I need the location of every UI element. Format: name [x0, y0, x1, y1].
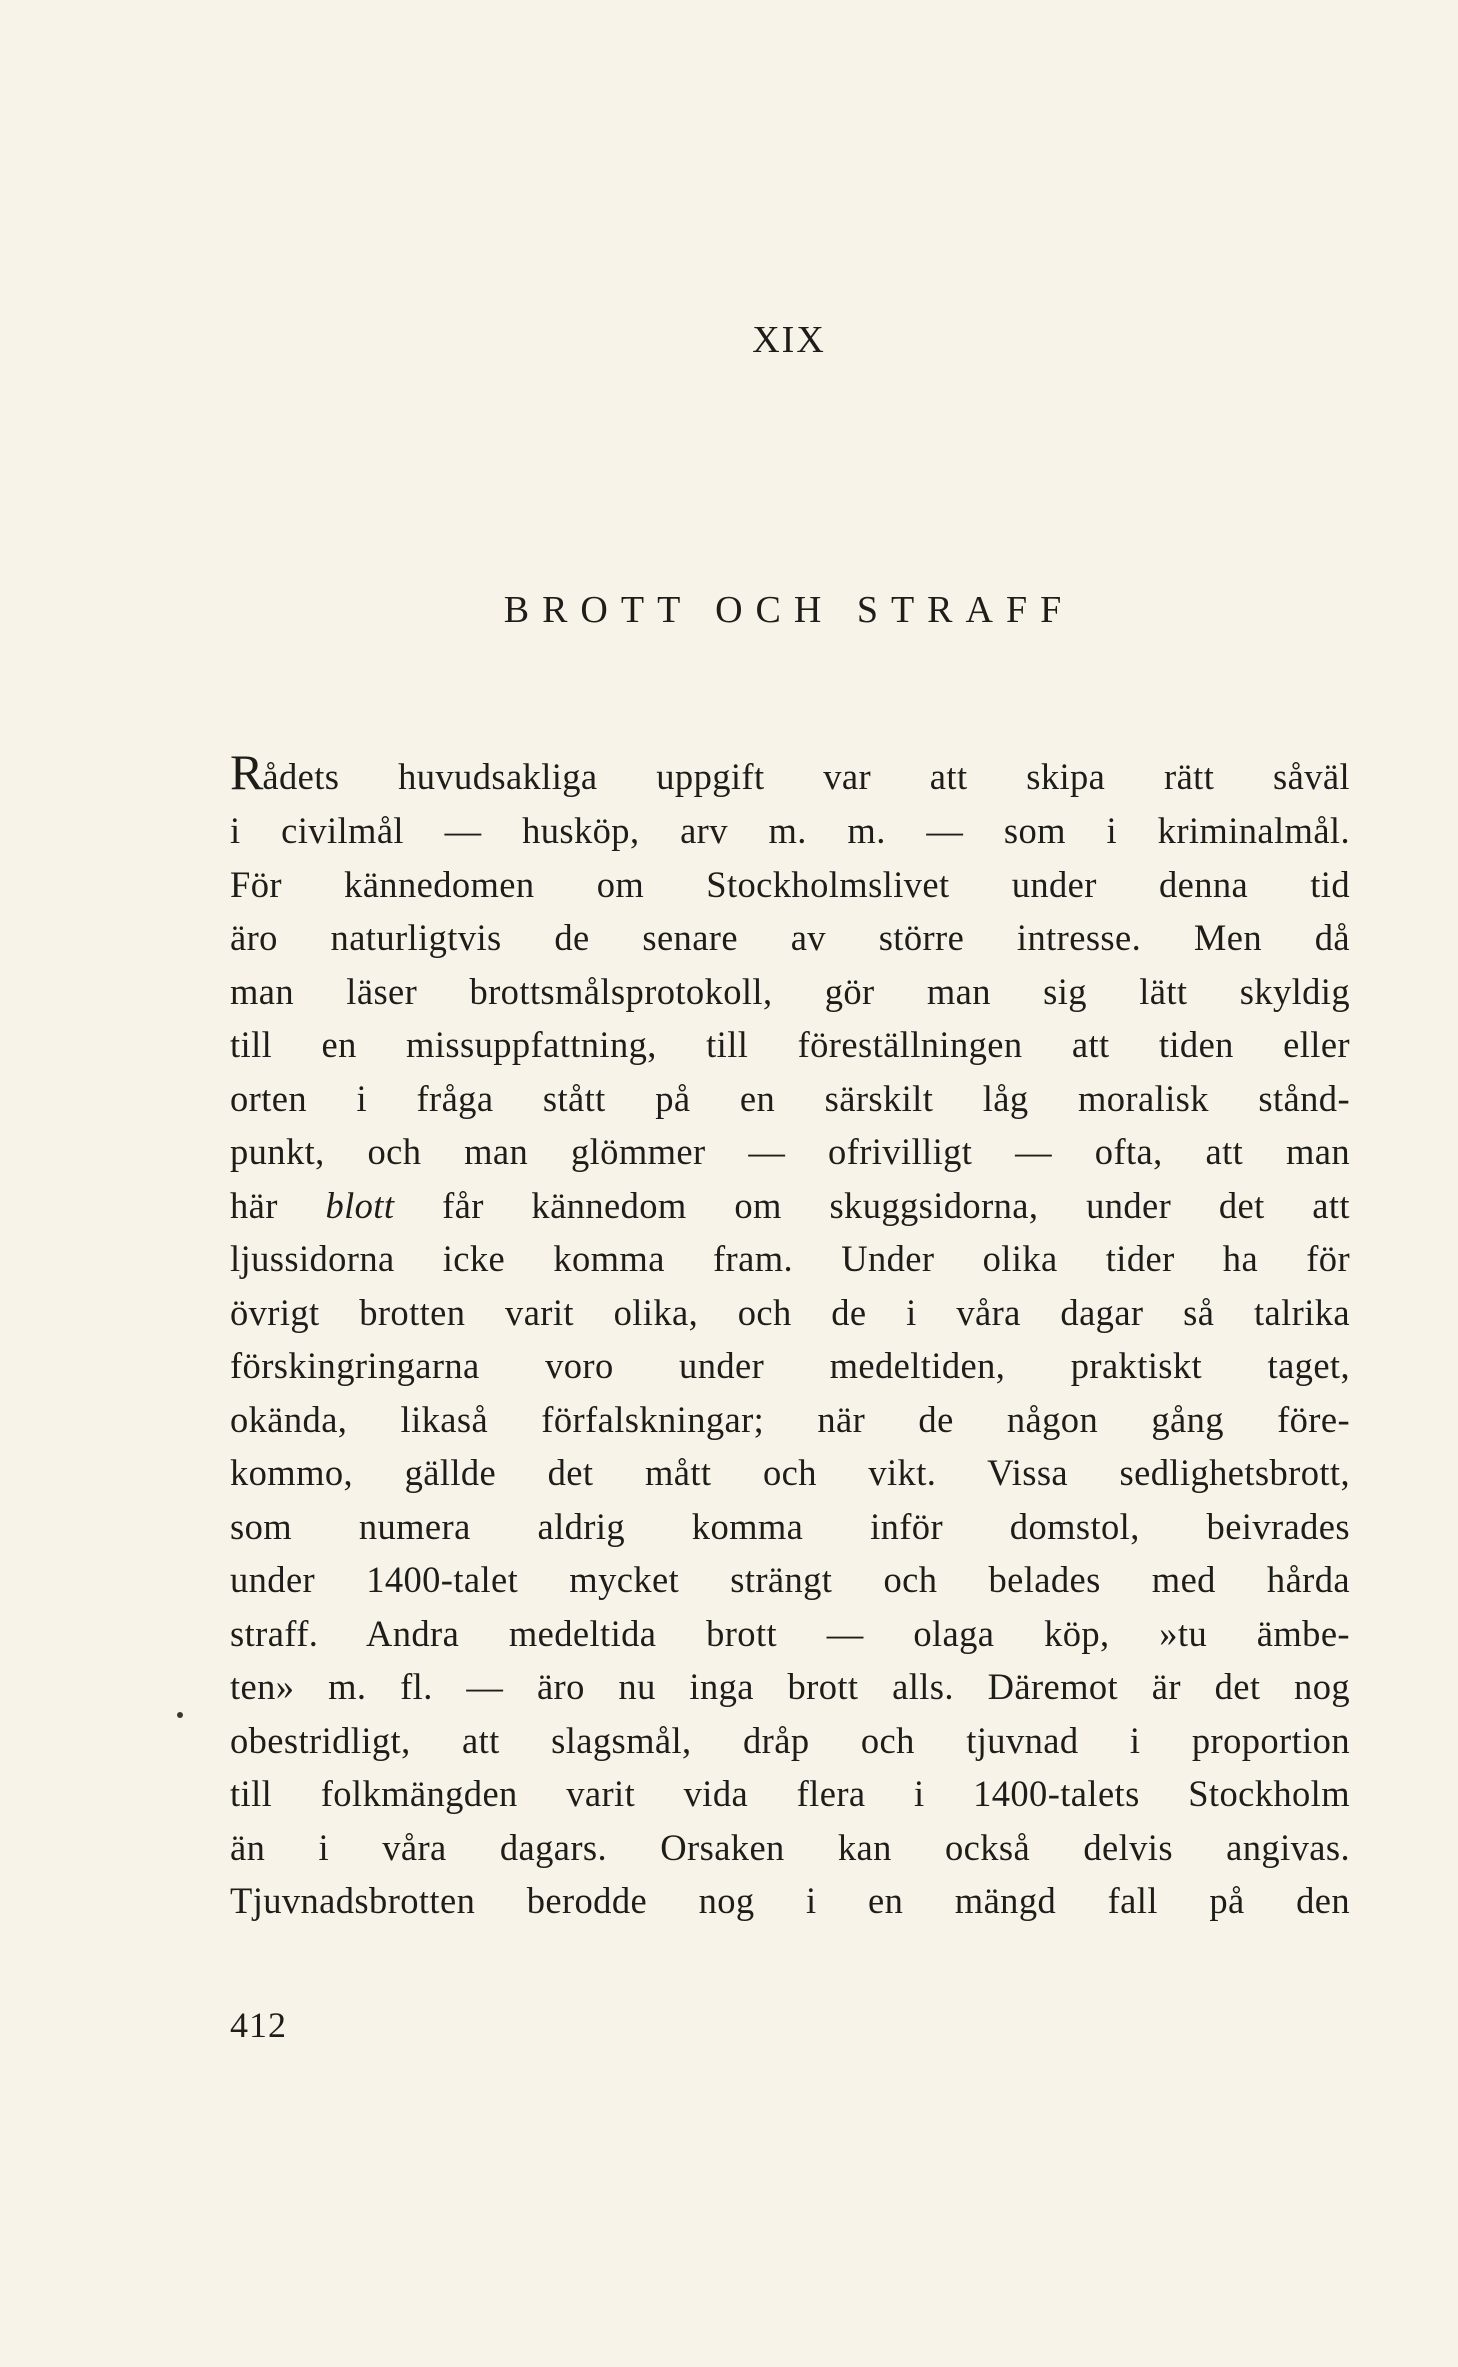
text-line: till en missuppfattning, till föreställningen att tiden eller	[230, 1024, 1350, 1065]
text-line: övrigt brotten varit olika, och de i våra dagar så talrika	[230, 1291, 1350, 1333]
drop-cap: R	[230, 744, 263, 800]
text-line: För kännedomen om Stockholmslivet under denna tid	[230, 863, 1350, 905]
margin-mark	[177, 1712, 183, 1718]
text-line: till folkmängden varit vida flera i 1400-talets Stockholm	[230, 1773, 1350, 1814]
line-text: ådets huvudsakliga uppgift var att skipa rätt såväl	[262, 756, 1350, 797]
text-line: förskingringarna voro under medeltiden, praktiskt taget,	[230, 1345, 1350, 1386]
text-line	[230, 744, 1350, 804]
line-text: får kännedom om skuggsidorna, under det att	[394, 1184, 1350, 1226]
chapter-number: XIX	[752, 319, 826, 361]
text-line: ten» m. fl. — äro nu inga brott alls. Däremot är det nog	[230, 1666, 1350, 1707]
body-text	[230, 744, 1350, 1928]
text-line: obestridligt, att slagsmål, dråp och tjuvnad i proportion	[230, 1719, 1350, 1761]
text-line: okända, likaså förfalskningar; när de någon gång före-	[230, 1398, 1350, 1440]
text-line: man läser brottsmålsprotokoll, gör man sig lätt skyldig	[230, 970, 1350, 1012]
text-line: ljussidorna icke komma fram. Under olika tider ha för	[230, 1238, 1350, 1279]
text-line: straff. Andra medeltida brott — olaga köp, »tu ämbe-	[230, 1612, 1350, 1654]
text-line	[230, 1179, 1350, 1233]
text-line: Tjuvnadsbrotten berodde nog i en mängd fall på den	[230, 1880, 1350, 1921]
text-line: punkt, och man glömmer — ofrivilligt — ofta, att man	[230, 1131, 1350, 1172]
text-line: kommo, gällde det mått och vikt. Vissa sedlighetsbrott,	[230, 1452, 1350, 1493]
text-line: under 1400-talet mycket strängt och belades med hårda	[230, 1559, 1350, 1600]
line-text: här	[230, 1184, 326, 1226]
text-line: än i våra dagars. Orsaken kan också delvis angivas.	[230, 1826, 1350, 1868]
text-line: i civilmål — husköp, arv m. m. — som i kriminalmål.	[230, 810, 1350, 851]
emphasis-text: blott	[325, 1184, 395, 1226]
text-line: orten i fråga stått på en särskilt låg moralisk stånd-	[230, 1077, 1350, 1119]
page-number: 412	[230, 2005, 287, 2045]
chapter-title: BROTT OCH STRAFF	[503, 589, 1075, 631]
text-line: som numera aldrig komma inför domstol, beivrades	[230, 1505, 1350, 1547]
text-line: äro naturligtvis de senare av större intresse. Men då	[230, 917, 1350, 958]
